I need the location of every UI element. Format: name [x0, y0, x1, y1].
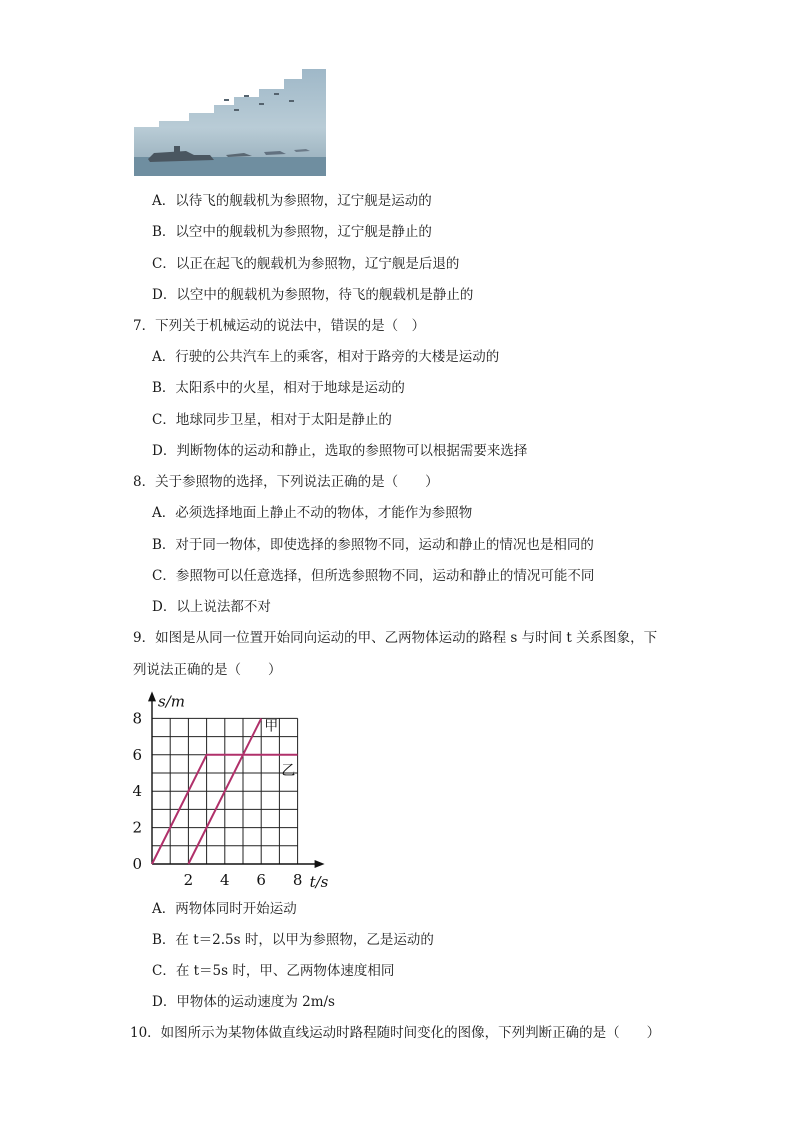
q7-option-b: B．太阳系中的火星，相对于地球是运动的 — [152, 380, 405, 396]
q9-option-d: D．甲物体的运动速度为 2m/s — [152, 994, 335, 1010]
q8-option-d: D．以上说法都不对 — [152, 599, 271, 615]
q8-option-c: C．参照物可以任意选择，但所选参照物不同，运动和静止的情况可能不同 — [152, 568, 595, 584]
x-axis-arrow — [315, 860, 325, 868]
q9-option-a: A．两物体同时开始运动 — [152, 901, 297, 917]
q9-option-b: B．在 t＝2.5s 时，以甲为参照物，乙是运动的 — [152, 932, 434, 948]
q8-option-b: B．对于同一物体，即使选择的参照物不同，运动和静止的情况也是相同的 — [152, 537, 594, 553]
x-tick-label: 4 — [220, 871, 230, 889]
y-tick-label: 0 — [132, 855, 142, 873]
x-tick-label: 2 — [183, 871, 194, 889]
y-tick-label: 2 — [132, 818, 142, 837]
q7-option-a: A．行驶的公共汽车上的乘客，相对于路旁的大楼是运动的 — [152, 349, 500, 365]
q10-stem: 10．如图所示为某物体做直线运动时路程随时间变化的图像，下列判断正确的是（ ） — [130, 1025, 661, 1041]
y-tick-label: 4 — [132, 782, 142, 801]
y-axis-label: s/m — [158, 692, 185, 711]
q9-stem-line2: 列说法正确的是（ ） — [133, 662, 282, 678]
x-tick-label: 6 — [256, 871, 266, 889]
q8-option-a: A．必须选择地面上静止不动的物体，才能作为参照物 — [152, 505, 473, 521]
aircraft-carrier-photo — [134, 69, 326, 176]
q9-stem-line1: 9．如图是从同一位置开始同向运动的甲、乙两物体运动的路程 s 与时间 t 关系图象，下 — [133, 630, 658, 646]
y-tick-label: 8 — [132, 709, 142, 728]
y-axis-arrow — [148, 691, 156, 701]
distance-time-chart — [128, 686, 338, 891]
q6-option-d: D．以空中的舰载机为参照物，待飞的舰载机是静止的 — [152, 287, 474, 303]
q6-option-b: B．以空中的舰载机为参照物，辽宁舰是静止的 — [152, 224, 432, 240]
q6-option-c: C．以正在起飞的舰载机为参照物，辽宁舰是后退的 — [152, 256, 460, 272]
q7-stem: 7．下列关于机械运动的说法中，错误的是（ ） — [133, 318, 426, 334]
y-tick-label: 6 — [132, 745, 142, 764]
x-axis-label: t/s — [309, 873, 329, 891]
q7-option-c: C．地球同步卫星，相对于太阳是静止的 — [152, 412, 392, 428]
q7-option-d: D．判断物体的运动和静止，选取的参照物可以根据需要来选择 — [152, 443, 528, 459]
q8-stem: 8．关于参照物的选择，下列说法正确的是（ ） — [133, 474, 439, 490]
q9-option-c: C．在 t＝5s 时，甲、乙两物体速度相同 — [152, 963, 395, 979]
series-label-yi: 乙 — [281, 762, 296, 779]
series-label-jia: 甲 — [264, 718, 279, 735]
q6-option-a: A．以待飞的舰载机为参照物，辽宁舰是运动的 — [152, 193, 432, 209]
x-tick-label: 8 — [292, 871, 303, 889]
